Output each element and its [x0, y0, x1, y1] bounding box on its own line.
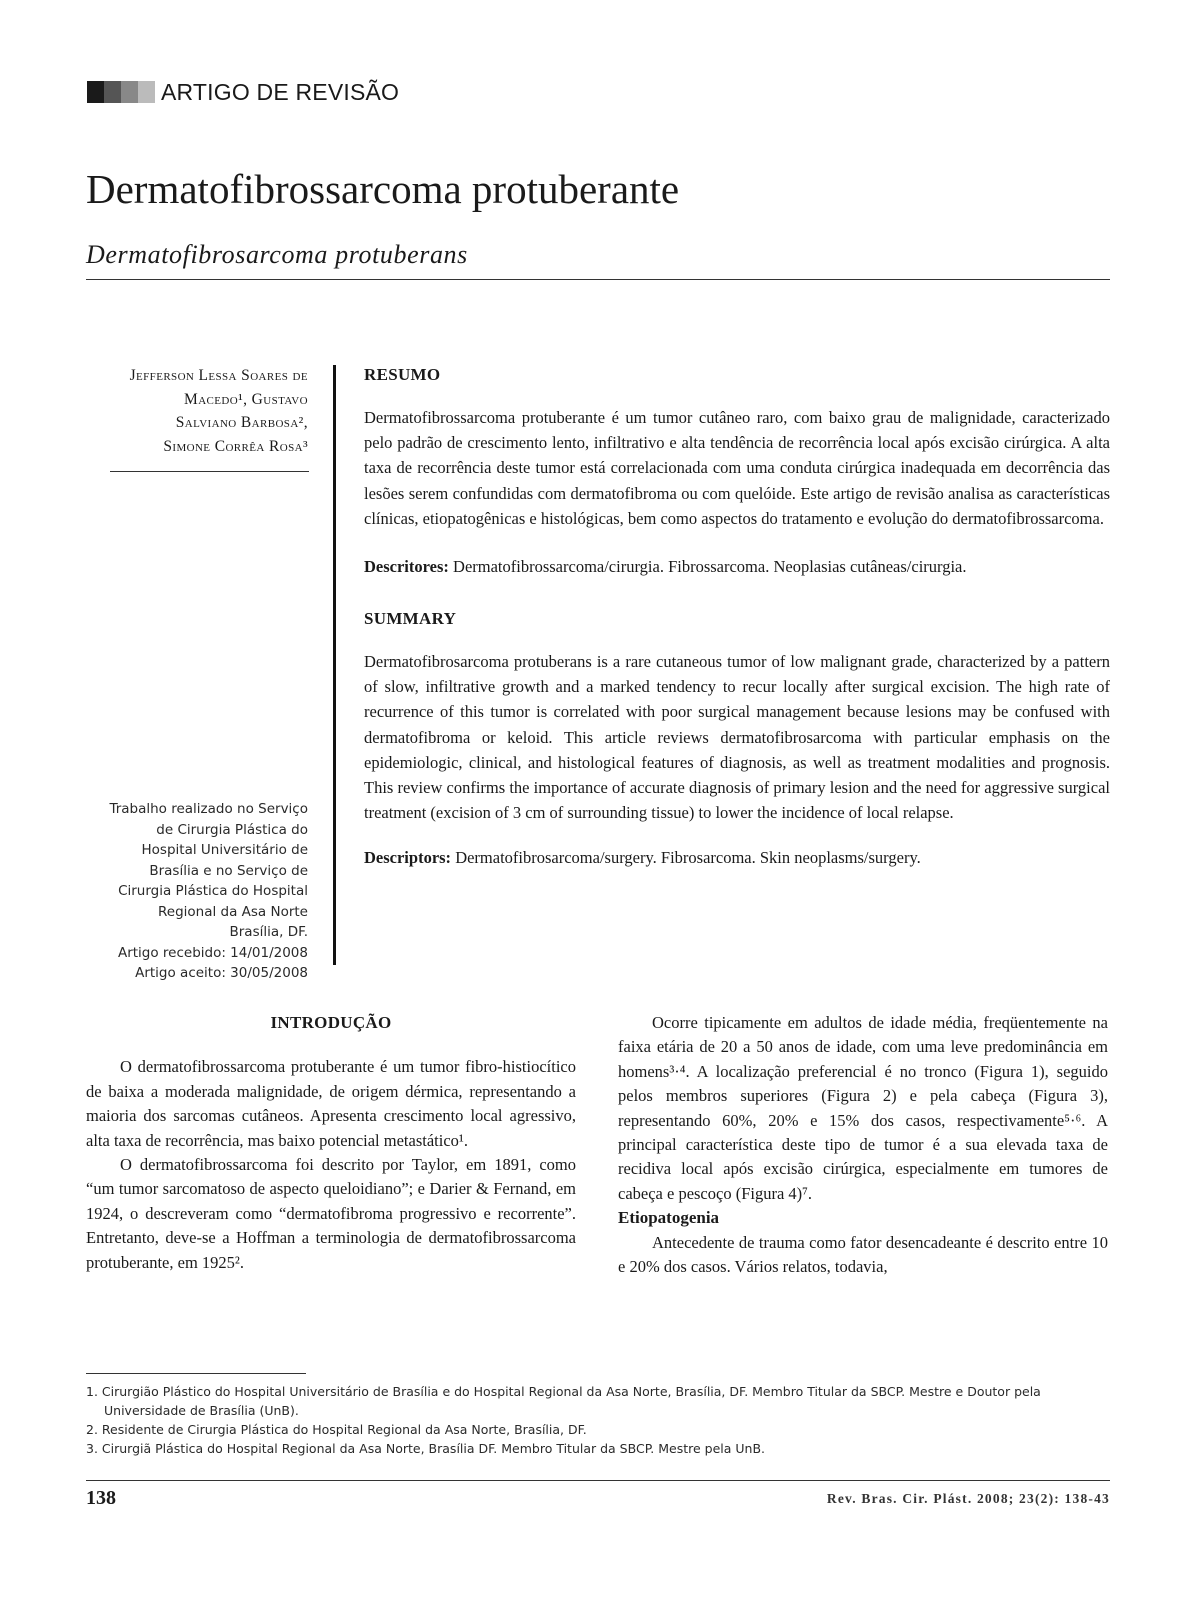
resumo-text: Dermatofibrossarcoma protuberante é um tumor cutâneo raro, com baixo grau de malignidade, caracterizado pelo padrão de crescimento lento, infiltrativo e alta tendência de recorrência local após excisão cirúrgica. A alta taxa de recorrência deste tumor está correlacionada com uma conduta cirúrgica inadequada em decorrência das lesões serem confundidas com dermatofibroma ou com quelóide. Este artigo de revisão analisa as características clínicas, etiopatogênicas e histológicas, bem como aspectos do tratamento e evolução do dermatofibrossarcoma. — [364, 408, 1110, 528]
resumo-keywords-value: Dermatofibrossarcoma/cirurgia. Fibrossarcoma. Neoplasias cutâneas/cirurgia. — [448, 557, 967, 577]
footnote-divider — [86, 1373, 306, 1374]
introducao-paragraph-1: O dermatofibrossarcoma protuberante é um tumor fibro-histiocítico de baixa a moderada malignidade, de origem dérmica, representando a maioria dos sarcomas cutâneos. Apresenta crescimento local agressivo, alta taxa de recorrência, mas baixo potencial metastático¹. — [86, 1057, 576, 1150]
affiliation-line: Hospital Universitário de — [141, 842, 308, 858]
received-date: Artigo recebido: 14/01/2008 — [117, 944, 308, 961]
accepted-date: Artigo aceito: 30/05/2008 — [135, 965, 308, 981]
footnotes — [86, 1382, 1116, 1458]
abstract-vertical-rule — [333, 365, 336, 965]
affiliation-line: Cirurgia Plástica do Hospital — [118, 883, 308, 899]
page-number: 138 — [86, 1487, 116, 1509]
footer-divider — [86, 1480, 1110, 1481]
introducao-heading: INTRODUÇÃO — [270, 1013, 392, 1032]
footnote-item: 2. Residente de Cirurgia Plástica do Hospital Regional da Asa Norte, Brasília, DF. — [86, 1422, 587, 1437]
affiliation-line: Brasília, DF. — [229, 924, 308, 940]
footnote-item: 1. Cirurgião Plástico do Hospital Universitário de Brasília e do Hospital Regional da Asa Norte, Brasília, DF. Membro Titular da SBCP. Mestre e Doutor pela Universidade de Brasília (UnB). — [86, 1384, 1041, 1418]
etiopatogenia-heading: Etiopatogenia — [618, 1208, 720, 1228]
etiopatogenia-paragraph-1: Antecedente de trauma como fator desencadeante é descrito entre 10 e 20% dos casos. Vários relatos, todavia, — [618, 1232, 1108, 1277]
section-tag-text: ARTIGO DE REVISÃO — [161, 78, 400, 105]
introducao-paragraph-2: O dermatofibrossarcoma foi descrito por Taylor, em 1891, como “um tumor sarcomatoso de aspecto queloidiano”; e Darier & Fernand, em 1924, o descreveram como “dermatofibroma progressivo e recorrente”. Entretanto, deve-se a Hoffman a terminologia de dermatofibrossarcoma protuberante, em 1925². — [86, 1155, 576, 1272]
affiliation-note — [82, 799, 308, 984]
affiliation-line: Brasília e no Serviço de — [149, 862, 308, 879]
footnote-item: 3. Cirurgiã Plástica do Hospital Regional da Asa Norte, Brasília DF. Membro Titular da SBCP. Mestre pela UnB. — [86, 1441, 766, 1456]
author-line: Jefferson Lessa Soares de — [129, 367, 308, 384]
resumo-keywords-label: Descritores: — [364, 557, 449, 577]
journal-citation: Rev. Bras. Cir. Plást. 2008; 23(2): 138-43 — [826, 1491, 1110, 1506]
affiliation-line: Regional da Asa Norte — [157, 903, 308, 920]
author-line: Simone Corrêa Rosa³ — [163, 437, 308, 455]
summary-text: Dermatofibrosarcoma protuberans is a rare cutaneous tumor of low malignant grade, characterized by a pattern of slow, infiltrative growth and a marked tendency to recur locally after surgical excision. The high rate of recurrence of this tumor is correlated with poor surgical management because lesions may be confused with dermatofibroma or keloid. This article reviews dermatofibrosarcoma with particular emphasis on the epidemiologic, clinical, and histological features of diagnosis, as well as treatment modalities and prognosis. This review confirms the importance of accurate diagnosis of primary lesion and the need for aggressive surgical treatment (excision of 3 cm of surrounding tissue) to lower the incidence of local relapse. — [364, 652, 1110, 823]
body-column-right — [618, 1011, 1108, 1279]
affiliation-line: Trabalho realizado no Serviço — [109, 801, 308, 817]
tag-block-4 — [138, 81, 155, 103]
summary-keywords-value: Dermatofibrosarcoma/surgery. Fibrosarcoma. Skin neoplasms/surgery. — [451, 848, 921, 868]
author-line: Macedo¹, Gustavo — [184, 390, 308, 408]
introducao-paragraph-3: Ocorre tipicamente em adultos de idade média, freqüentemente na faixa etária de 20 a 50 anos de idade, com uma leve predominância em homens³·⁴. A localização preferencial é no tronco (Figura 1), seguido pelos membros superiores (Figura 2) e pela cabeça (Figura 3), representando 60%, 20% e 15% dos casos, respectivamente⁵·⁶. A principal característica deste tipo de tumor é a sua elevada taxa de recidiva local após excisão cirúrgica, especialmente em tumores de cabeça e pescoço (Figura 4)⁷. — [618, 1013, 1108, 1203]
body-column-left — [86, 1011, 576, 1275]
author-list — [90, 364, 308, 458]
tag-block-2 — [104, 81, 121, 103]
summary-keywords-label: Descriptors: — [364, 848, 452, 868]
tag-block-3 — [121, 81, 138, 103]
summary-keywords — [364, 845, 1110, 870]
author-line: Salviano Barbosa², — [175, 414, 308, 431]
title-divider — [86, 279, 1110, 280]
section-tag-blocks — [87, 81, 155, 103]
article-subtitle: Dermatofibrosarcoma protuberans — [86, 240, 468, 269]
section-tag — [87, 80, 399, 104]
affiliation-line: de Cirurgia Plástica do — [156, 821, 308, 838]
summary-heading: SUMMARY — [364, 609, 457, 629]
resumo-heading: RESUMO — [364, 365, 441, 384]
abstract-block — [364, 365, 1110, 870]
tag-block-1 — [87, 81, 104, 103]
resumo-keywords — [364, 554, 1110, 579]
authors-divider — [110, 471, 309, 472]
article-title: Dermatofibrossarcoma protuberante — [86, 166, 680, 212]
